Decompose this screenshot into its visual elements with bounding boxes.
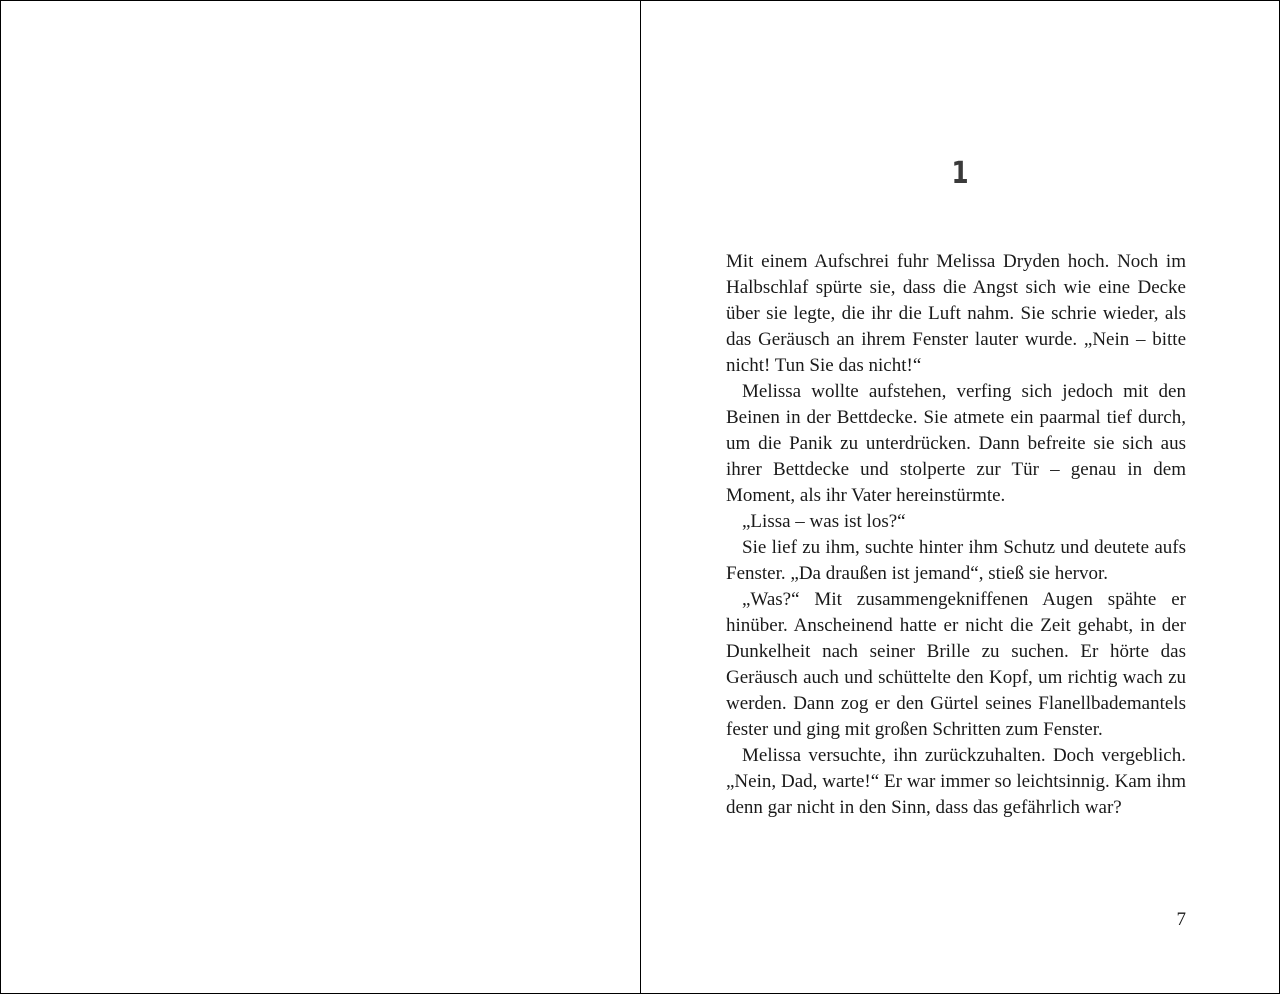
paragraph-6: Melissa versuchte, ihn zurückzuhalten. Doch vergeblich. „Nein, Dad, warte!“ Er war immer so leichtsinnig. Kam ihm denn gar nicht in den Sinn, dass das gefährlich war? <box>726 745 1186 818</box>
paragraph-4: Sie lief zu ihm, suchte hinter ihm Schutz und deutete aufs Fenster. „Da draußen ist jemand“, stieß sie hervor. <box>726 537 1186 584</box>
left-page-blank <box>1 1 640 993</box>
page-number: 7 <box>1176 909 1186 930</box>
paragraph-2: Melissa wollte aufstehen, verfing sich jedoch mit den Beinen in der Bettdecke. Sie atmete ein paarmal tief durch, um die Panik zu unterdrücken. Dann befreite sie sich aus ihrer Bettdecke und stolperte zur Tür – genau in dem Moment, als ihr Vater hereinstürmte. <box>726 381 1186 506</box>
paragraph-3: „Lissa – was ist los?“ <box>742 511 906 532</box>
paragraph-5: „Was?“ Mit zusammengekniffenen Augen spähte er hinüber. Anscheinend hatte er nicht die Zeit gehabt, in der Dunkelheit nach seiner Brille zu suchen. Er hörte das Geräusch auch und schüttelte den Kopf, um richtig wach zu werden. Dann zog er den Gürtel seines Flanellbademantels fester und ging mit großen Schritten zum Fenster. <box>726 589 1186 740</box>
chapter-body-text <box>726 249 1186 821</box>
chapter-number: 1 <box>951 156 969 191</box>
right-page <box>641 1 1279 993</box>
paragraph-1: Mit einem Aufschrei fuhr Melissa Dryden hoch. Noch im Halbschlaf spürte sie, dass die Angst sich wie eine Decke über sie legte, die ihr die Luft nahm. Sie schrie wieder, als das Geräusch an ihrem Fenster lauter wurde. „Nein – bitte nicht! Tun Sie das nicht!“ <box>726 251 1186 376</box>
